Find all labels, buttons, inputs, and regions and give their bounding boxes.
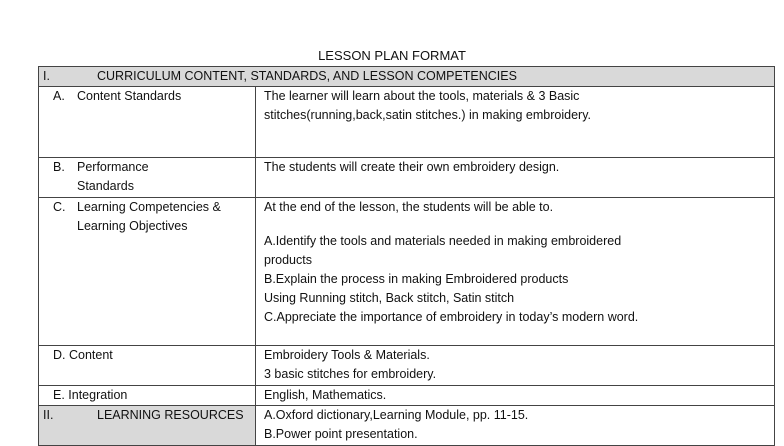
content-cell bbox=[256, 198, 775, 346]
table-row-performance-standards bbox=[39, 158, 775, 198]
content-line: products bbox=[264, 253, 312, 267]
table-row-integration bbox=[39, 386, 775, 406]
row-label-line: Performance bbox=[77, 160, 149, 174]
lesson-plan-table bbox=[38, 66, 775, 446]
label-cell bbox=[39, 87, 256, 158]
section-number: II. bbox=[43, 408, 54, 422]
section-number: I. bbox=[43, 69, 50, 83]
content-line: The learner will learn about the tools, materials & 3 Basic bbox=[264, 89, 580, 103]
row-letter: B. bbox=[53, 160, 65, 174]
content-line: The students will create their own embroidery design. bbox=[264, 160, 560, 174]
content-line: stitches(running,back,satin stitches.) in making embroidery. bbox=[264, 108, 591, 122]
row-label: E. Integration bbox=[53, 388, 128, 402]
label-cell bbox=[39, 386, 256, 406]
content-line: C.Appreciate the importance of embroidery in today’s modern word. bbox=[264, 310, 639, 324]
content-intro: At the end of the lesson, the students will be able to. bbox=[264, 200, 554, 214]
row-label-line: Learning Objectives bbox=[77, 219, 188, 233]
section-row-curriculum bbox=[39, 67, 775, 87]
table-row-content-standards bbox=[39, 87, 775, 158]
table-row-content bbox=[39, 346, 775, 386]
row-letter: A. bbox=[53, 89, 65, 103]
section-header-curriculum bbox=[39, 67, 775, 87]
row-label-line: Learning Competencies & bbox=[77, 200, 221, 214]
label-cell bbox=[39, 198, 256, 346]
table-row-learning-competencies bbox=[39, 198, 775, 346]
row-letter: C. bbox=[53, 200, 66, 214]
row-label: D. Content bbox=[53, 348, 113, 362]
content-line: English, Mathematics. bbox=[264, 388, 387, 402]
content-cell bbox=[256, 158, 775, 198]
content-line: B.Explain the process in making Embroidered products bbox=[264, 272, 569, 286]
content-cell bbox=[256, 406, 775, 446]
section-header-resources bbox=[39, 406, 256, 446]
content-line: B.Power point presentation. bbox=[264, 427, 418, 441]
content-line: Using Running stitch, Back stitch, Satin stitch bbox=[264, 291, 515, 305]
section-title: LEARNING RESOURCES bbox=[97, 408, 244, 422]
content-line: 3 basic stitches for embroidery. bbox=[264, 367, 437, 381]
section-row-resources bbox=[39, 406, 775, 446]
section-title: CURRICULUM CONTENT, STANDARDS, AND LESSON COMPETENCIES bbox=[97, 69, 517, 83]
content-cell bbox=[256, 87, 775, 158]
label-cell bbox=[39, 346, 256, 386]
document-title: LESSON PLAN FORMAT bbox=[318, 48, 466, 63]
content-line: A.Oxford dictionary,Learning Module, pp. 11-15. bbox=[264, 408, 529, 422]
content-cell bbox=[256, 346, 775, 386]
content-line: Embroidery Tools & Materials. bbox=[264, 348, 430, 362]
row-label-line: Standards bbox=[77, 179, 134, 193]
content-cell bbox=[256, 386, 775, 406]
label-cell bbox=[39, 158, 256, 198]
row-label: Content Standards bbox=[77, 89, 182, 103]
content-line: A.Identify the tools and materials needed in making embroidered bbox=[264, 234, 622, 248]
